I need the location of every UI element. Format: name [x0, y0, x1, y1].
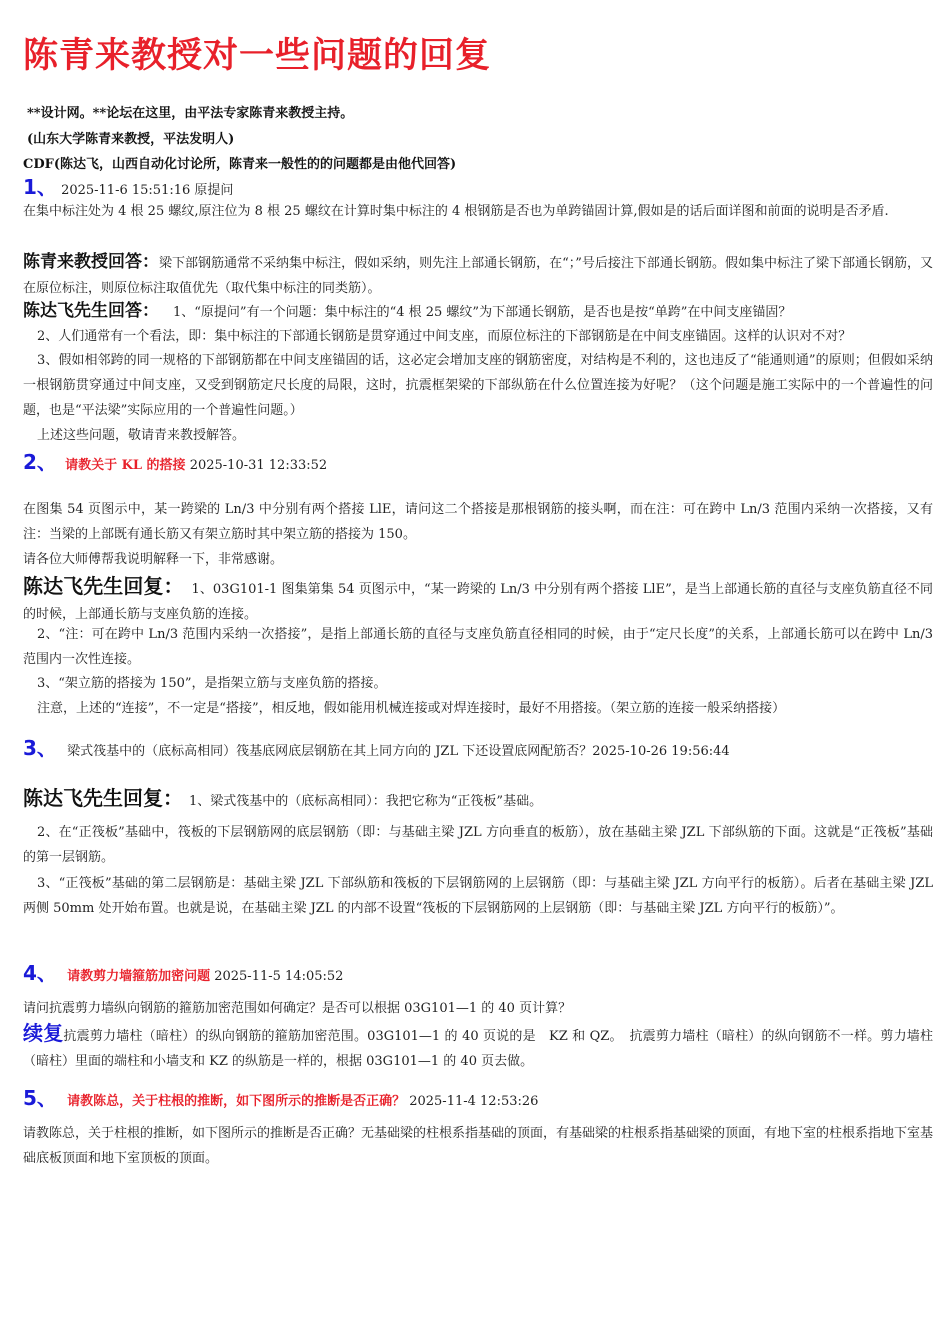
question-date: 2025-11-6 15:51:16 原提问: [61, 183, 234, 198]
cdf-answer-1-line-3: 3、假如相邻跨的同一规格的下部钢筋都在中间支座锚固的话，这必定会增加支座的钢筋密度，对结构是不利的，这也违反了“能通则通”的原则；但假如采纳一根钢筋贯穿通过中间支座，又受到钢筋定尺长度的局限，这时，抗震框架梁的下部纵筋在什么位置连接为好呢？（这个问题是施工实际中的一个普遍性的问题，也是“平法梁”实际应用的一个普遍性问题。）: [23, 353, 933, 418]
cdf-answer-2-line-2: 2、“注：可在跨中 Ln/3 范围内采纳一次搭接”，是指上部通长筋的直径与支座负筋直径相同的时候，由于“定尺长度”的关系，上部通长筋可以在跨中 Ln/3 范围内一次性连接。: [23, 627, 933, 667]
answer-label: 陈青来教授回答：: [23, 252, 160, 272]
cdf-answer-1-line-2: 2、人们通常有一个看法，即：集中标注的下部通长钢筋是贯穿通过中间支座，而原位标注的下部钢筋是在中间支座锚固。这样的认识对不对？: [37, 329, 852, 344]
question-date: 2025-11-5 14:05:52: [214, 969, 344, 984]
question-title: 请教剪力墙箍筋加密问题: [67, 969, 211, 984]
question-2-thanks: 请各位大师傅帮我说明解释一下，非常感谢。: [23, 552, 284, 567]
question-number: 1、: [23, 175, 57, 199]
question-number: 3、: [23, 736, 57, 760]
cdf-answer-2-line-3: 3、“架立筋的搭接为 150”，是指架立筋与支座负筋的搭接。: [37, 676, 387, 691]
cdf-answer-2-note: 注意，上述的“连接”，不一定是“搭接”，相反地，假如能用机械连接或对焊连接时，最好不用搭接。（架立筋的连接一般采纳搭接）: [37, 701, 786, 716]
question-3-header: [23, 736, 933, 764]
question-2-body: 在图集 54 页图示中，某一跨梁的 Ln/3 中分别有两个搭接 LlE，请问这二个搭接是那根钢筋的接头啊，而在注：可在跨中 Ln/3 范围内采纳一次搭接，又有注：当梁的上部既有通长筋又有架立筋时其中架立筋的搭接为 150。: [23, 502, 933, 542]
question-2-header: [23, 450, 933, 478]
question-number: 4、: [23, 961, 57, 985]
answer-text: 抗震剪力墙柱（暗柱）的纵向钢筋的箍筋加密范围。03G101—1 的 40 页说的是 KZ 和 QZ。 抗震剪力墙柱（暗柱）的纵向钢筋不一样。剪力墙柱（暗柱）里面的端柱和小墙支和 KZ 的纵筋是一样的，根据 03G101—1 的 40 页去做。: [23, 1029, 933, 1069]
answer-label: 陈达飞先生回答：: [23, 301, 159, 321]
answer-label: 续复: [23, 1021, 64, 1045]
answer-label: 陈达飞先生回复：: [23, 786, 183, 810]
question-4-body: 请问抗震剪力墙纵向钢筋的箍筋加密范围如何确定？是否可以根据 03G101—1 的 40 页计算？: [23, 1001, 572, 1016]
answer-text: 1、“原提问”有一个问题：集中标注的“4 根 25 螺纹”为下部通长钢筋，是否也是按“单跨”在中间支座锚固？: [173, 305, 792, 320]
question-title: 请教关于 KL 的搭接: [65, 458, 186, 473]
question-title: 梁式筏基中的（底标高相同）筏基底网底层钢筋在其上同方向的 JZL 下还设置底网配筋否？2025-10-26 19:56:44: [67, 744, 730, 759]
cdf-answer-2-line-1: [23, 574, 933, 624]
question-date: 2025-10-31 12:33:52: [189, 458, 328, 473]
cdf-answer-3-line-1: [23, 786, 933, 814]
question-1-body: 在集中标注处为 4 根 25 螺纹,原注位为 8 根 25 螺纹在计算时集中标注的 4 根钢筋是否也为单跨锚固计算,假如是的话后面详图和前面的说明是否矛盾.: [23, 204, 889, 219]
answer-text: 梁下部钢筋通常不采纳集中标注，假如采纳，则先注上部通长钢筋，在“；”号后接注下部通长钢筋。假如集中标注了梁下部通长钢筋，又在原位标注，则原位标注取值优先（取代集中标注的同类筋）。: [23, 256, 933, 296]
question-number: 2、: [23, 450, 57, 474]
cdf-answer-3-line-2: 2、在“正筏板”基础中，筏板的下层钢筋网的底层钢筋（即：与基础主梁 JZL 方向垂直的板筋），放在基础主梁 JZL 下部纵筋的下面。这就是“正筏板”基础的第一层钢筋。: [23, 825, 933, 865]
question-5-header: [23, 1086, 933, 1114]
question-title: 请教陈总，关于柱根的推断，如下图所示的推断是否正确？: [67, 1094, 406, 1109]
chen-answer-1: [23, 250, 933, 300]
question-4-header: [23, 961, 933, 989]
page-title: 陈青来教授对一些问题的回复: [23, 36, 492, 76]
intro-line-1: **设计网。**论坛在这里，由平法专家陈青来教授主持。: [27, 106, 354, 121]
answer-text: 1、03G101-1 图集第集 54 页图示中，“某一跨梁的 Ln/3 中分别有两个搭接 LlE”，是当上部通长筋的直径与支座负筋直径不同的时候，上部通长筋与支座负筋的连接。: [23, 582, 933, 622]
follow-up-answer-4: [23, 1021, 933, 1071]
intro-line-3: CDF(陈达飞，山西自动化讨论所，陈青来一般性的的问题都是由他代回答): [23, 157, 457, 172]
answer-text: 1、梁式筏基中的（底标高相同）：我把它称为“正筏板”基础。: [189, 794, 543, 809]
question-number: 5、: [23, 1086, 57, 1110]
question-date: 2025-11-4 12:53:26: [409, 1094, 539, 1109]
answer-label: 陈达飞先生回复：: [23, 574, 184, 598]
cdf-answer-1-closing: 上述这些问题，敬请青来教授解答。: [37, 428, 246, 443]
cdf-answer-1-line-1: [23, 299, 933, 325]
cdf-answer-3-line-3: 3、“正筏板”基础的第二层钢筋是：基础主梁 JZL 下部纵筋和筏板的下层钢筋网的上层钢筋（即：与基础主梁 JZL 方向平行的板筋）。后者在基础主梁 JZL 两侧 50mm 处开始布置。也就是说，在基础主梁 JZL 的内部不设置“筏板的下层钢筋网的上层钢筋（即：与基础主梁 JZL 方向平行的板筋）”。: [23, 876, 933, 916]
intro-line-2: (山东大学陈青来教授，平法发明人): [27, 132, 235, 147]
question-5-body: 请教陈总，关于柱根的推断，如下图所示的推断是否正确？无基础梁的柱根系指基础的顶面，有基础梁的柱根系指基础梁的顶面，有地下室的柱根系指地下室基础底板顶面和地下室顶板的顶面。: [23, 1126, 933, 1166]
